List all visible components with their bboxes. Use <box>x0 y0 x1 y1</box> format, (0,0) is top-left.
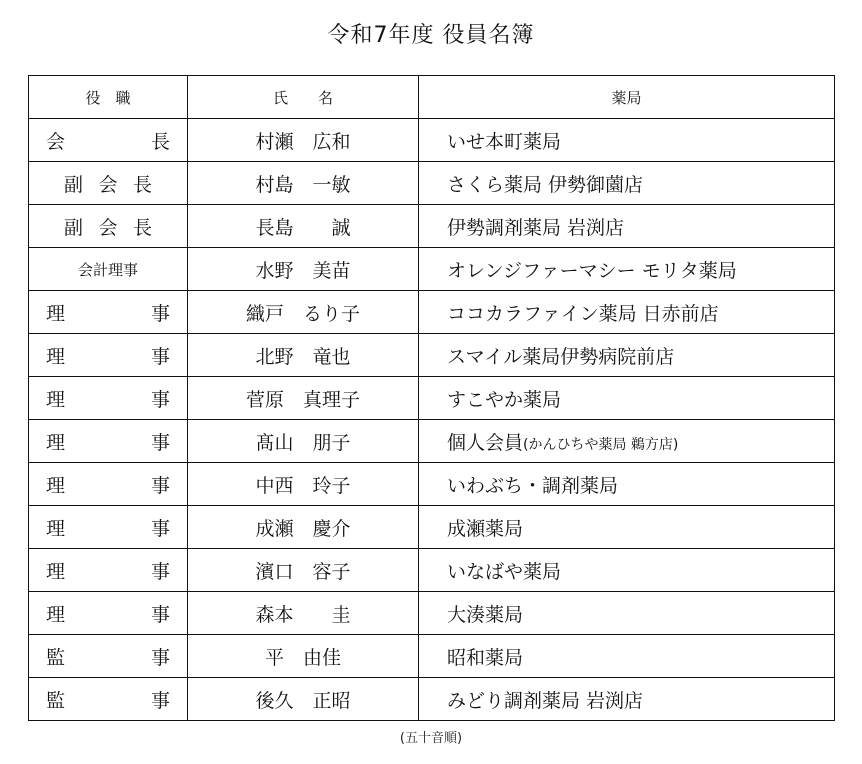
role-text: 理 事 <box>46 474 170 497</box>
role-cell <box>29 463 188 506</box>
pharmacy-cell <box>419 592 835 635</box>
name-cell <box>188 334 419 377</box>
name-cell <box>188 291 419 334</box>
page-title: 令和7年度 役員名簿 <box>327 23 535 48</box>
role-text: 理 事 <box>46 603 170 626</box>
pharmacy-text: 伊勢調剤薬局 岩渕店 <box>447 216 625 239</box>
role-text: 会 長 <box>46 130 170 153</box>
pharmacy-text: 個人会員 <box>447 431 524 454</box>
name-text: 平 由佳 <box>264 646 341 669</box>
role-cell <box>29 635 188 678</box>
role-text: 会計理事 <box>77 260 138 279</box>
table-row <box>29 377 835 420</box>
role-text: 理 事 <box>46 560 170 583</box>
header-name: 氏 名 <box>188 76 419 119</box>
role-cell <box>29 119 188 162</box>
table-row <box>29 549 835 592</box>
name-cell <box>188 592 419 635</box>
role-cell <box>29 420 188 463</box>
table-row <box>29 506 835 549</box>
name-cell <box>188 420 419 463</box>
table-header-row <box>29 76 835 119</box>
table-row <box>29 205 835 248</box>
pharmacy-cell <box>419 420 835 463</box>
role-text: 理 事 <box>46 517 170 540</box>
pharmacy-cell <box>419 463 835 506</box>
name-text: 村瀬 広和 <box>255 130 351 153</box>
table-row <box>29 119 835 162</box>
name-cell <box>188 635 419 678</box>
officer-roster-table <box>28 75 835 721</box>
table-row <box>29 291 835 334</box>
role-cell <box>29 334 188 377</box>
role-text: 理 事 <box>46 388 170 411</box>
pharmacy-cell <box>419 119 835 162</box>
table-row <box>29 463 835 506</box>
role-cell <box>29 291 188 334</box>
role-cell <box>29 162 188 205</box>
role-text: 監 事 <box>46 689 170 712</box>
name-text: 後久 正昭 <box>255 689 351 712</box>
role-cell <box>29 205 188 248</box>
pharmacy-text: みどり調剤薬局 岩渕店 <box>447 689 644 712</box>
table-row <box>29 592 835 635</box>
name-text: 森本 圭 <box>255 603 351 626</box>
pharmacy-cell <box>419 248 835 291</box>
name-text: 中西 玲子 <box>255 474 351 497</box>
pharmacy-text: ココカラファイン薬局 日赤前店 <box>447 302 719 325</box>
role-text: 副会長 <box>64 173 152 196</box>
name-cell <box>188 549 419 592</box>
name-cell <box>188 162 419 205</box>
name-text: 濱口 容子 <box>255 560 351 583</box>
pharmacy-text: 大湊薬局 <box>447 603 524 626</box>
name-text: 長島 誠 <box>255 216 351 239</box>
role-text: 監 事 <box>46 646 170 669</box>
name-cell <box>188 377 419 420</box>
role-cell <box>29 592 188 635</box>
header-pharmacy: 薬局 <box>419 76 835 119</box>
name-text: 成瀬 慶介 <box>255 517 351 540</box>
header-role: 役 職 <box>29 76 188 119</box>
pharmacy-text: スマイル薬局伊勢病院前店 <box>447 345 675 368</box>
name-text: 髙山 朋子 <box>255 431 351 454</box>
pharmacy-cell <box>419 291 835 334</box>
table-row <box>29 420 835 463</box>
name-cell <box>188 506 419 549</box>
table-row <box>29 162 835 205</box>
pharmacy-text: すこやか薬局 <box>447 388 562 411</box>
name-cell <box>188 205 419 248</box>
name-text: 水野 美苗 <box>255 259 351 282</box>
name-cell <box>188 248 419 291</box>
role-text: 副会長 <box>64 216 152 239</box>
name-cell <box>188 678 419 721</box>
name-text: 村島 一敏 <box>255 173 351 196</box>
pharmacy-text: いわぶち・調剤薬局 <box>447 474 619 497</box>
pharmacy-cell <box>419 678 835 721</box>
name-text: 北野 竜也 <box>255 345 351 368</box>
role-cell <box>29 549 188 592</box>
pharmacy-cell <box>419 205 835 248</box>
pharmacy-cell <box>419 377 835 420</box>
pharmacy-text: いせ本町薬局 <box>447 130 562 153</box>
name-cell <box>188 463 419 506</box>
pharmacy-text: さくら薬局 伊勢御薗店 <box>447 173 644 196</box>
footnote-order: (五十音順) <box>399 731 463 746</box>
pharmacy-text: 成瀬薬局 <box>447 517 524 540</box>
pharmacy-text: 昭和薬局 <box>447 646 524 669</box>
pharmacy-cell <box>419 162 835 205</box>
pharmacy-text: いなばや薬局 <box>447 560 562 583</box>
pharmacy-cell <box>419 549 835 592</box>
table-row <box>29 635 835 678</box>
role-text: 理 事 <box>46 345 170 368</box>
name-text: 織戸 るり子 <box>245 302 360 325</box>
role-text: 理 事 <box>46 431 170 454</box>
table-row <box>29 248 835 291</box>
pharmacy-cell <box>419 635 835 678</box>
pharmacy-cell <box>419 334 835 377</box>
role-cell <box>29 506 188 549</box>
table-row <box>29 678 835 721</box>
role-cell <box>29 377 188 420</box>
pharmacy-cell <box>419 506 835 549</box>
name-text: 菅原 真理子 <box>245 388 360 411</box>
role-cell <box>29 678 188 721</box>
table-row <box>29 334 835 377</box>
name-cell <box>188 119 419 162</box>
pharmacy-text: オレンジファーマシー モリタ薬局 <box>447 259 737 282</box>
role-cell <box>29 248 188 291</box>
pharmacy-note: (かんひちや薬局 鵜方店) <box>523 436 679 453</box>
role-text: 理 事 <box>46 302 170 325</box>
